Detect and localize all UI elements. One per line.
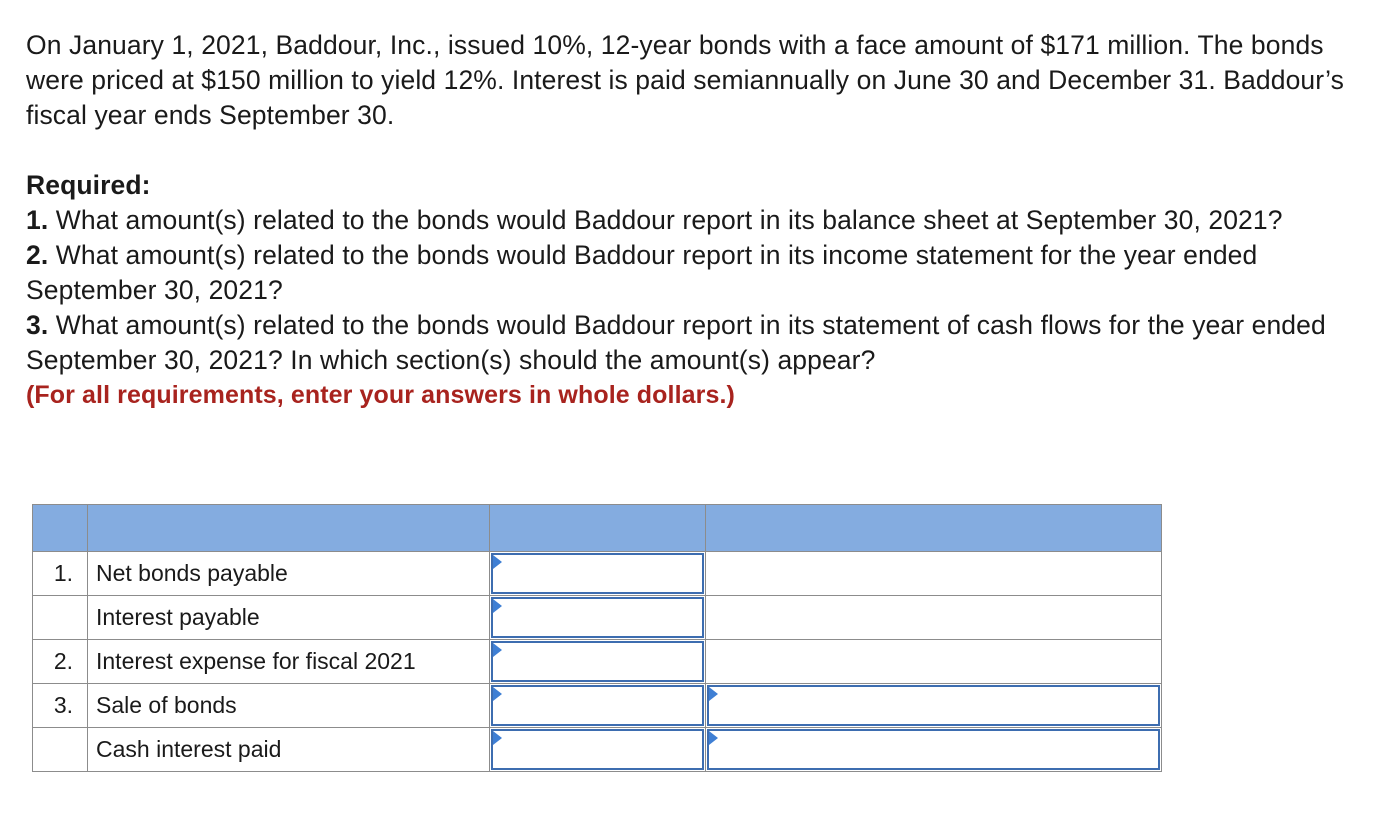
header-cell-amount (490, 505, 706, 552)
table-row (33, 596, 1162, 640)
row-label: Interest payable (88, 596, 490, 640)
required-heading: Required: (26, 170, 151, 200)
table-row (33, 552, 1162, 596)
header-cell-label (88, 505, 490, 552)
row-number: 2. (33, 640, 88, 684)
requirement-2 (26, 238, 1366, 308)
sale-of-bonds-amount-input[interactable] (491, 685, 704, 726)
row-label: Cash interest paid (88, 728, 490, 772)
table-row (33, 684, 1162, 728)
amount-cell (490, 552, 706, 596)
row-number: 3. (33, 684, 88, 728)
cash-interest-paid-amount-input[interactable] (491, 729, 704, 770)
header-cell-number (33, 505, 88, 552)
sale-of-bonds-section-input[interactable] (707, 685, 1160, 726)
row-label: Net bonds payable (88, 552, 490, 596)
requirement-1-text: What amount(s) related to the bonds would Baddour report in its balance sheet at September 30, 2021? (48, 205, 1283, 235)
section-cell (706, 684, 1162, 728)
answer-table (32, 504, 1162, 772)
answer-table-header (33, 505, 1162, 552)
section-cell (706, 596, 1162, 640)
instructions-note: (For all requirements, enter your answers in whole dollars.) (26, 381, 735, 409)
section-cell (706, 552, 1162, 596)
table-row (33, 728, 1162, 772)
interest-expense-amount-input[interactable] (491, 641, 704, 682)
header-cell-section (706, 505, 1162, 552)
row-label: Interest expense for fiscal 2021 (88, 640, 490, 684)
row-number: 1. (33, 552, 88, 596)
requirement-2-text: What amount(s) related to the bonds would Baddour report in its income statement for the year ended September 30, 2021? (26, 240, 1258, 305)
section-cell (706, 640, 1162, 684)
requirement-1-number: 1. (26, 205, 49, 235)
requirement-3-number: 3. (26, 310, 49, 340)
requirement-3-text: What amount(s) related to the bonds would Baddour report in its statement of cash flows for the year ended September 30, 2021? In which section(s) should the amount(s) appear? (26, 310, 1326, 375)
row-number (33, 728, 88, 772)
amount-cell (490, 684, 706, 728)
amount-cell (490, 728, 706, 772)
interest-payable-amount-input[interactable] (491, 597, 704, 638)
requirement-3 (26, 308, 1366, 378)
table-row (33, 640, 1162, 684)
row-number (33, 596, 88, 640)
amount-cell (490, 596, 706, 640)
amount-cell (490, 640, 706, 684)
cash-interest-paid-section-input[interactable] (707, 729, 1160, 770)
problem-intro: On January 1, 2021, Baddour, Inc., issued 10%, 12-year bonds with a face amount of $171 million. The bonds were priced at $150 million to yield 12%. Interest is paid semiannually on June 30 and December 31. Baddour’s fiscal year ends September 30. (26, 30, 1345, 130)
requirement-2-number: 2. (26, 240, 49, 270)
section-cell (706, 728, 1162, 772)
row-label: Sale of bonds (88, 684, 490, 728)
net-bonds-payable-amount-input[interactable] (491, 553, 704, 594)
problem-text (26, 28, 1366, 413)
requirement-1 (26, 203, 1366, 238)
